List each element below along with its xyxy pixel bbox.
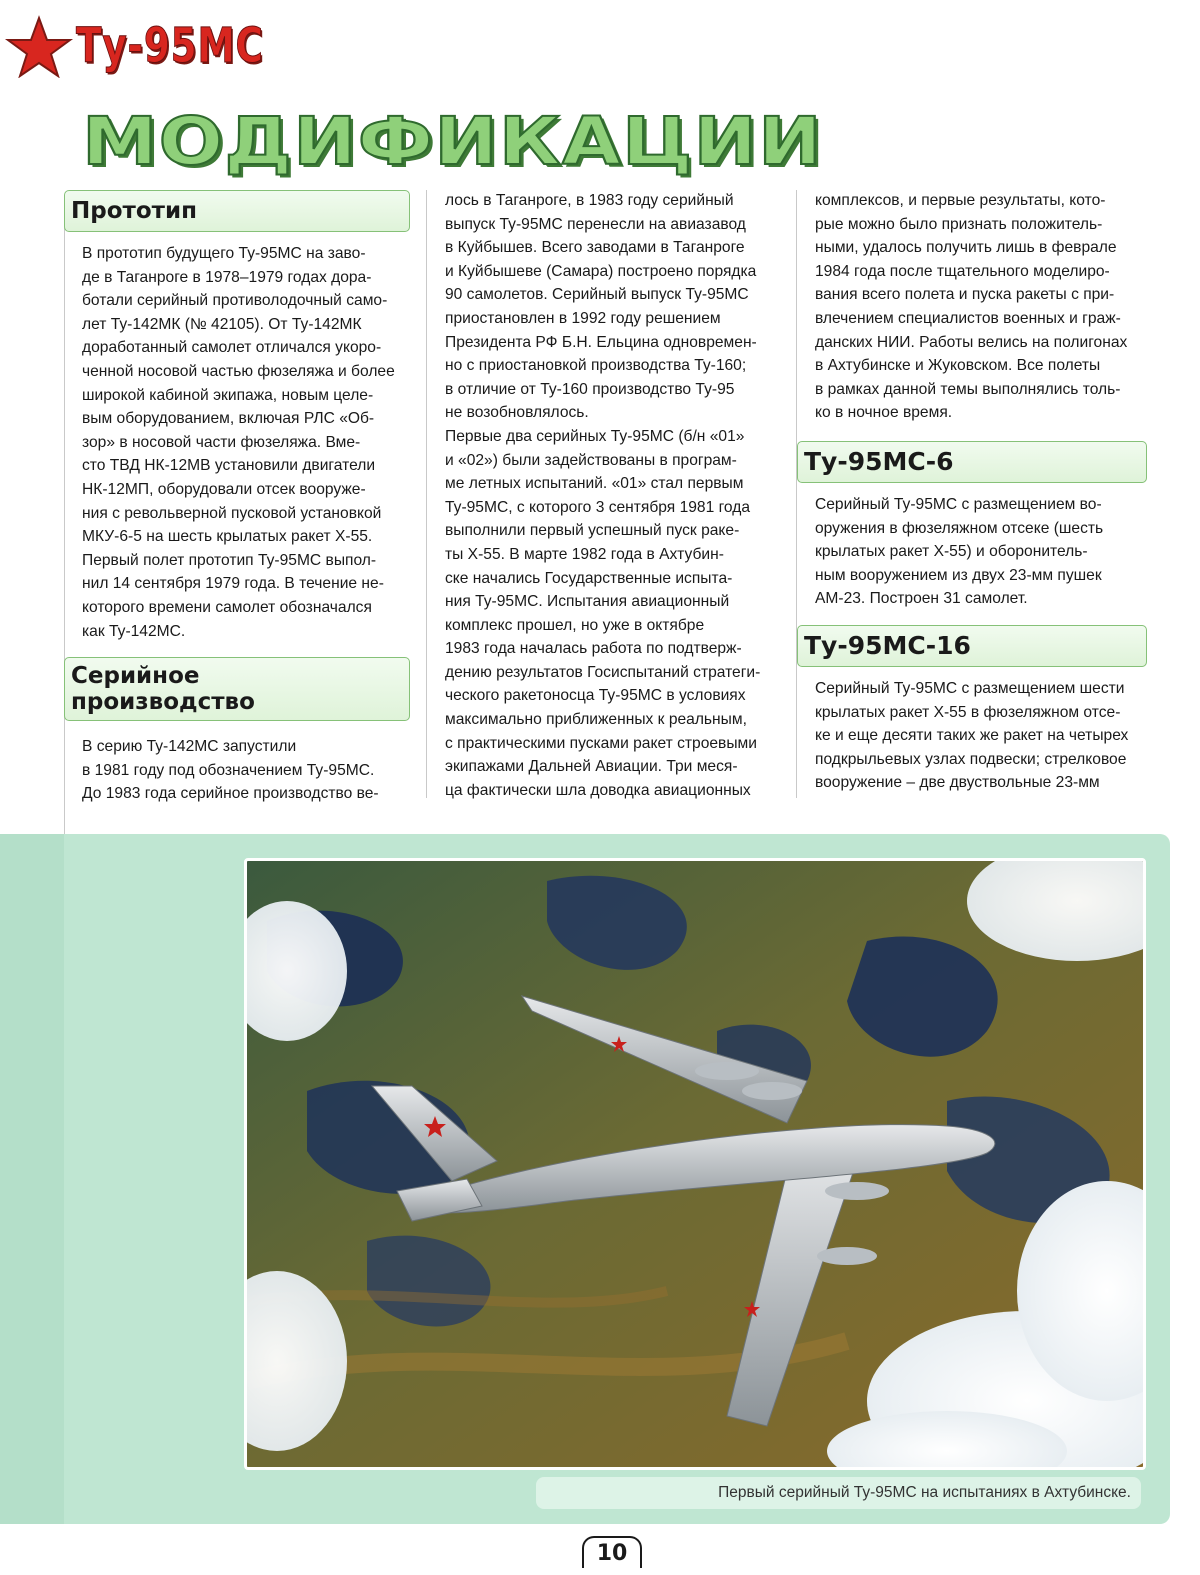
serial-text — [64, 735, 410, 806]
heading-serial-line1: Серийное — [71, 663, 200, 690]
tu95ms16-text-line: ке и еще десяти таких же ракет на четырех — [815, 727, 1129, 745]
serial-text-continued — [427, 189, 787, 802]
prototype-text-line: НК-12МП, оборудовали отсек вооруже- — [82, 480, 366, 498]
aircraft-photo-illustration — [247, 861, 1143, 1467]
prototype-text — [64, 242, 410, 643]
serial-text-continued-line: выполнили первый успешный пуск раке- — [445, 522, 740, 540]
tu95ms6-text-line: Серийный Ту-95МС с размещением во- — [815, 495, 1102, 513]
serial-text-continued-line: ме летных испытаний. «01» стал первым — [445, 475, 744, 493]
serial-text-continued-line: Первые два серийных Ту-95МС (б/н «01» — [445, 427, 745, 445]
page-number: 10 — [582, 1536, 642, 1568]
prototype-text-line: широкой кабиной экипажа, новым целе- — [82, 386, 374, 404]
tu95ms16-text-line: подкрыльевых узлах подвески; стрелковое — [815, 750, 1127, 768]
tests-text-continued-line: ными, удалось получить лишь в феврале — [815, 239, 1117, 257]
serial-text-continued-line: в Куйбышев. Всего заводами в Таганроге — [445, 239, 745, 257]
prototype-text-line: МКУ-6-5 на шесть крылатых ракет Х-55. — [82, 528, 373, 546]
red-star-icon — [4, 14, 74, 78]
tests-text-continued-line: 1984 года после тщательного моделиро- — [815, 262, 1110, 280]
serial-text-continued-line: Президента РФ Б.Н. Ельцина одновремен- — [445, 333, 757, 351]
serial-text-continued-line: ния Ту-95МС. Испытания авиационный — [445, 593, 730, 611]
serial-text-continued-line: 1983 года началась работа по подтверж- — [445, 640, 742, 658]
tu95ms6-text-line: оружения в фюзеляжном отсеке (шесть — [815, 519, 1104, 537]
prototype-text-line: сто ТВД НК-12МВ установили двигатели — [82, 457, 376, 475]
photo-caption-text: Первый серийный Ту-95МС на испытаниях в Ахтубинске. — [718, 1484, 1131, 1501]
section-title: МОДИФИКАЦИИ — [82, 103, 823, 180]
heading-prototype — [64, 190, 410, 232]
tu95ms16-text-line: Серийный Ту-95МС с размещением шести — [815, 679, 1125, 697]
serial-text-line: До 1983 года серийное производство ве- — [82, 785, 379, 803]
heading-tu95ms6 — [797, 441, 1147, 483]
tu95ms16-text-line: вооружение – две двуствольные 23-мм — [815, 774, 1100, 792]
serial-text-continued-line: в отличие от Ту-160 производство Ту-95 — [445, 380, 735, 398]
heading-prototype-label: Прототип — [71, 198, 197, 224]
tests-text-continued-line: вания всего полета и пуска ракеты с при- — [815, 286, 1115, 304]
tests-text-continued-line: данских НИИ. Работы велись на полигонах — [815, 333, 1128, 351]
serial-text-continued-line: ца фактически шла доводка авиационных — [445, 781, 751, 799]
prototype-text-line: ботали серийный противолодочный само- — [82, 292, 388, 310]
serial-text-continued-line: и Куйбышеве (Самара) построено порядка — [445, 262, 757, 280]
serial-text-continued-line: Ту-95МС, с которого 3 сентября 1981 года — [445, 498, 751, 516]
prototype-text-line: вым оборудованием, включая РЛС «Об- — [82, 410, 375, 428]
heading-serial-production — [64, 657, 410, 721]
serial-text-continued-line: но с приостановкой производства Ту-160; — [445, 357, 747, 375]
tu95ms16-text — [797, 677, 1147, 795]
column-1 — [64, 190, 410, 806]
prototype-text-line: де в Таганроге в 1978–1979 годах дора- — [82, 268, 372, 286]
heading-tu95ms16-label: Ту-95МС-16 — [804, 630, 971, 660]
serial-text-continued-line: ческого ракетоносца Ту-95МС в условиях — [445, 687, 746, 705]
tests-text-continued-line: рые можно было признать положитель- — [815, 215, 1103, 233]
tests-text-continued-line: в Ахтубинске и Жуковском. Все полеты — [815, 357, 1101, 375]
tu95ms6-text-line: АМ-23. Построен 31 самолет. — [815, 590, 1028, 608]
serial-text-continued-line: ске начались Государственные испыта- — [445, 569, 733, 587]
magazine-brand — [4, 14, 317, 78]
tu95ms6-text — [797, 493, 1147, 611]
photo-panel-edge — [0, 834, 64, 1524]
aircraft-photo — [244, 858, 1146, 1470]
tu95ms6-text-line: ным вооружением из двух 23-мм пушек — [815, 566, 1102, 584]
serial-text-continued-line: комплекс прошел, но уже в октябре — [445, 616, 705, 634]
serial-text-continued-line: 90 самолетов. Серийный выпуск Ту-95МС — [445, 286, 749, 304]
serial-text-continued-line: дению результатов Госиспытаний стратеги- — [445, 663, 761, 681]
serial-text-continued-line: экипажами Дальней Авиации. Три меся- — [445, 758, 738, 776]
heading-tu95ms6-label: Ту-95МС-6 — [804, 446, 954, 476]
prototype-text-line: В прототип будущего Ту-95МС на заво- — [82, 245, 366, 262]
serial-text-continued-line: с практическими пусками ракет строевыми — [445, 734, 757, 752]
serial-text-continued-line: лось в Таганроге, в 1983 году серийный — [445, 192, 734, 209]
serial-text-continued-line: выпуск Ту-95МС перенесли на авиазавод — [445, 215, 746, 233]
serial-text-line: в 1981 году под обозначением Ту-95МС. — [82, 761, 375, 779]
tu95ms16-text-line: крылатых ракет Х-55 в фюзеляжном отсе- — [815, 703, 1121, 721]
serial-text-continued-line: и «02») были задействованы в програм- — [445, 451, 737, 469]
serial-text-continued-line: максимально приближенных к реальным, — [445, 711, 747, 729]
tests-text-continued-line: влечением специалистов военных и граж- — [815, 309, 1121, 327]
prototype-text-line: Первый полет прототип Ту-95МС выпол- — [82, 551, 377, 569]
tests-text-continued-line: ко в ночное время. — [815, 404, 953, 422]
tests-text-continued — [797, 189, 1147, 425]
tu95ms6-text-line: крылатых ракет Х-55) и оборонитель- — [815, 543, 1088, 561]
tests-text-continued-line: комплексов, и первые результаты, кото- — [815, 192, 1106, 209]
prototype-text-line: ния с револьверной пусковой установкой — [82, 504, 382, 522]
heading-serial-line2: производство — [71, 689, 255, 716]
prototype-text-line: зор» в носовой части фюзеляжа. Вме- — [82, 433, 361, 451]
photo-caption — [536, 1477, 1141, 1509]
serial-text-continued-line: ты Х-55. В марте 1982 года в Ахтубин- — [445, 545, 724, 563]
serial-text-continued-line: не возобновлялось. — [445, 404, 589, 422]
tests-text-continued-line: в рамках данной темы выполнялись толь- — [815, 380, 1121, 398]
prototype-text-line: ченной носовой частью фюзеляжа и более — [82, 362, 395, 380]
brand-title: Ту-95МС — [76, 18, 264, 74]
prototype-text-line: как Ту-142МС. — [82, 622, 186, 640]
prototype-text-line: которого времени самолет обозначался — [82, 598, 372, 616]
serial-text-continued-line: приостановлен в 1992 году решением — [445, 309, 721, 327]
prototype-text-line: лет Ту-142МК (№ 42105). От Ту-142МК — [82, 315, 362, 333]
prototype-text-line: доработанный самолет отличался укоро- — [82, 339, 382, 357]
heading-tu95ms16 — [797, 625, 1147, 667]
column-3 — [796, 190, 1147, 798]
prototype-text-line: нил 14 сентября 1979 года. В течение не- — [82, 575, 384, 593]
serial-text-line: В серию Ту-142МС запустили — [82, 738, 297, 756]
column-2 — [426, 190, 787, 798]
